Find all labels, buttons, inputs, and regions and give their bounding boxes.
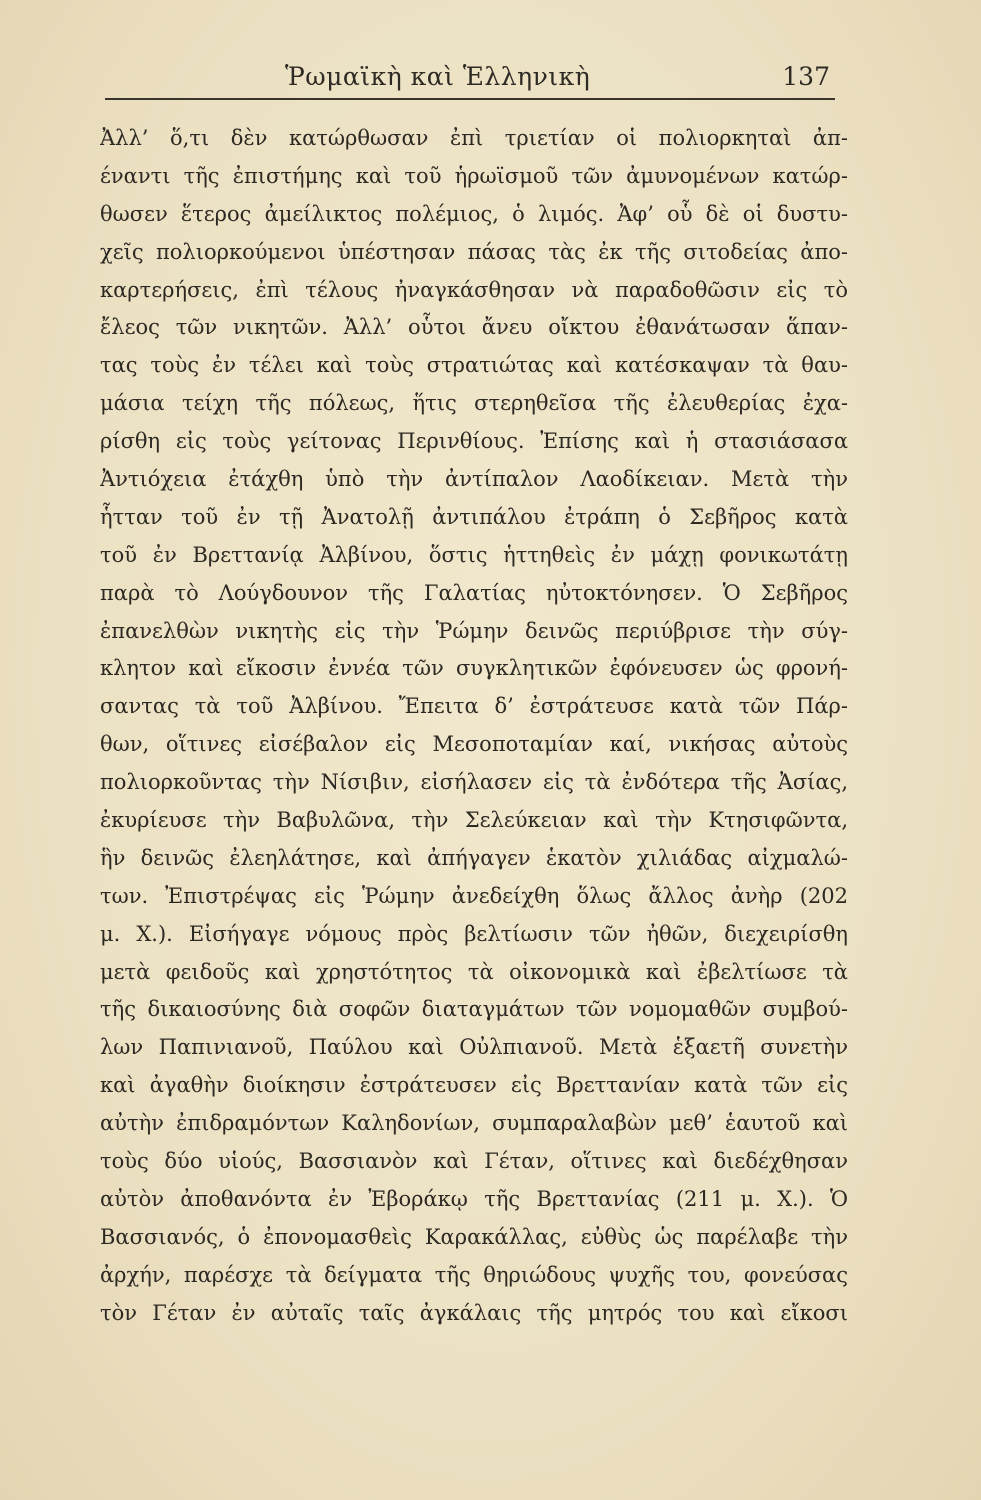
text-line: Βασσιανός, ὁ ἐπονομασθεὶς Καρακάλλας, εὐθὺς ὡς παρέλαβε τὴν xyxy=(100,1224,848,1249)
text-line: αὐτὸν ἀποθανόντα ἐν Ἐβοράκῳ τῆς Βρεττανίας (211 μ. Χ.). Ὁ xyxy=(100,1186,848,1211)
text-line: τὸν Γέταν ἐν αὐταῖς ταῖς ἀγκάλαις τῆς μητρός του καὶ εἴκοσι xyxy=(100,1300,848,1325)
text-line: ἔλεος τῶν νικητῶν. Ἀλλ’ οὗτοι ἄνευ οἴκτου ἐθανάτωσαν ἅπαν- xyxy=(100,315,848,340)
text-line: ἐκυρίευσε τὴν Βαβυλῶνα, τὴν Σελεύκειαν καὶ τὴν Κτησιφῶντα, xyxy=(100,808,848,833)
text-line: μ. Χ.). Εἰσήγαγε νόμους πρὸς βελτίωσιν τῶν ἠθῶν, διεχειρίσθη xyxy=(100,921,848,946)
running-title: Ῥωμαϊκὴ καὶ Ἑλληνικὴ xyxy=(285,62,591,91)
text-line: Ἀλλ’ ὅ,τι δὲν κατώρθωσαν ἐπὶ τριετίαν οἱ πολιορκηταὶ ἀπ- xyxy=(100,126,848,150)
text-line: ἣν δεινῶς ἐλεηλάτησε, καὶ ἀπήγαγεν ἑκατὸν χιλιάδας αἰχμαλώ- xyxy=(100,845,848,870)
text-line: καρτερήσεις, ἐπὶ τέλους ἠναγκάσθησαν νὰ παραδοθῶσιν εἰς τὸ xyxy=(100,277,848,302)
page-number: 137 xyxy=(782,62,830,91)
text-line: παρὰ τὸ Λούγδουνον τῆς Γαλατίας ηὐτοκτόνησεν. Ὁ Σεβῆρος xyxy=(100,580,848,605)
text-line: αὐτὴν ἐπιδραμόντων Καληδονίων, συμπαραλαβὼν μεθ’ ἑαυτοῦ καὶ xyxy=(100,1111,848,1136)
text-line: ρίσθη εἰς τοὺς γείτονας Περινθίους. Ἐπίσης καὶ ἡ στασιάσασα xyxy=(100,429,848,454)
text-line: χεῖς πολιορκούμενοι ὑπέστησαν πάσας τὰς ἐκ τῆς σιτοδείας ἀπο- xyxy=(100,239,848,264)
text-line: τας τοὺς ἐν τέλει καὶ τοὺς στρατιώτας καὶ κατέσκαψαν τὰ θαυ- xyxy=(100,353,848,378)
running-head xyxy=(105,62,840,102)
text-line: θωσεν ἕτερος ἀμείλικτος πολέμιος, ὁ λιμός. Ἀφ’ οὗ δὲ οἱ δυστυ- xyxy=(100,201,848,226)
text-line: τοῦ ἐν Βρεττανίᾳ Ἀλβίνου, ὅστις ἡττηθεὶς ἐν μάχῃ φονικωτάτῃ xyxy=(100,542,848,567)
text-line: κλητον καὶ εἴκοσιν ἐννέα τῶν συγκλητικῶν ἐφόνευσεν ὡς φρονή- xyxy=(100,656,848,681)
text-line: τοὺς δύο υἱούς, Βασσιανὸν καὶ Γέταν, οἵτινες καὶ διεδέχθησαν xyxy=(100,1149,848,1174)
text-line: σαντας τὰ τοῦ Ἀλβίνου. Ἔπειτα δ’ ἐστράτευσε κατὰ τῶν Πάρ- xyxy=(100,694,848,719)
text-line: μετὰ φειδοῦς καὶ χρηστότητος τὰ οἰκονομικὰ καὶ ἐβελτίωσε τὰ xyxy=(100,959,848,984)
header-rule xyxy=(105,98,835,100)
text-line: τῆς δικαιοσύνης διὰ σοφῶν διαταγμάτων τῶν νομομαθῶν συμβού- xyxy=(100,997,848,1022)
text-line: μάσια τείχη τῆς πόλεως, ἥτις στερηθεῖσα τῆς ἐλευθερίας ἐχα- xyxy=(100,391,848,416)
text-line: καὶ ἀγαθὴν διοίκησιν ἐστράτευσεν εἰς Βρεττανίαν κατὰ τῶν εἰς xyxy=(100,1073,848,1098)
body-text xyxy=(100,120,848,1450)
text-line: πολιορκοῦντας τὴν Νίσιβιν, εἰσήλασεν εἰς τὰ ἐνδότερα τῆς Ἀσίας, xyxy=(100,770,848,795)
text-line: θων, οἵτινες εἰσέβαλον εἰς Μεσοποταμίαν καί, νικήσας αὐτοὺς xyxy=(100,732,848,757)
text-line: ἀρχήν, παρέσχε τὰ δείγματα τῆς θηριώδους ψυχῆς του, φονεύσας xyxy=(100,1262,848,1287)
text-line: έναντι τῆς ἐπιστήμης καὶ τοῦ ἡρωϊσμοῦ τῶν ἀμυνομένων κατώρ- xyxy=(100,163,848,188)
text-line: ἧτταν τοῦ ἐν τῇ Ἀνατολῇ ἀντιπάλου ἐτράπη ὁ Σεβῆρος κατὰ xyxy=(100,504,848,529)
text-line: λων Παπινιανοῦ, Παύλου καὶ Οὐλπιανοῦ. Μετὰ ἑξαετῆ συνετὴν xyxy=(100,1035,848,1060)
text-line: ἐπανελθὼν νικητὴς εἰς τὴν Ῥώμην δεινῶς περιύβρισε τὴν σύγ- xyxy=(100,618,848,643)
text-line: των. Ἐπιστρέψας εἰς Ῥώμην ἀνεδείχθη ὅλως ἄλλος ἀνὴρ (202 xyxy=(100,883,848,908)
text-line: Ἀντιόχεια ἐτάχθη ὑπὸ τὴν ἀντίπαλον Λαοδίκειαν. Μετὰ τὴν xyxy=(100,467,848,492)
